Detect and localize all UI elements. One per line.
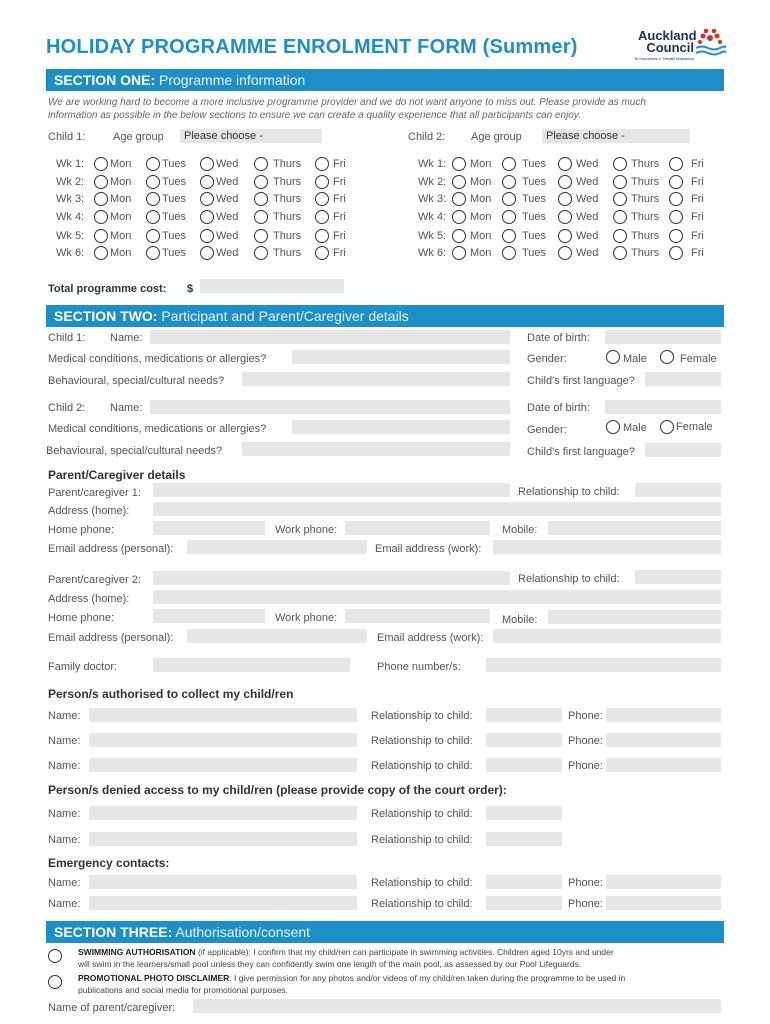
photo-disclaimer-title: PROMOTIONAL PHOTO DISCLAIMER: [78, 973, 230, 983]
swimming-authorisation-text: [78, 946, 728, 970]
parent2-address-label: Address (home):: [48, 593, 130, 605]
child2-week-2-fri-radio[interactable]: [669, 175, 683, 189]
child1-week-1-mon-label: Mon: [110, 158, 132, 170]
denied-person-2-relationship-label: Relationship to child:: [371, 834, 473, 846]
child2-week-3-fri-label: Fri: [691, 193, 704, 205]
child2-week-2-thurs-label: Thurs: [631, 176, 660, 188]
s2-child1-label: Child 1:: [48, 332, 86, 344]
child1-week-3-fri-label: Fri: [333, 193, 346, 205]
s2-child2-name-label: Name:: [110, 402, 143, 414]
doctor-phone-field[interactable]: [486, 658, 721, 672]
intro-line-2: information as possible in the below sections to ensure we can create a quality experience that all participants can enjoy.: [48, 110, 581, 121]
child2-week-4-thurs-radio[interactable]: [613, 210, 627, 224]
child1-week-4-tues-label: Tues: [162, 211, 187, 223]
denied-person-2-name-field[interactable]: [89, 832, 357, 846]
child2-week-2-label: Wk 2:: [418, 176, 447, 188]
family-doctor-field[interactable]: [153, 658, 350, 672]
child1-week-4-wed-radio[interactable]: [200, 210, 214, 224]
photo-disclaimer-radio[interactable]: [48, 975, 62, 989]
child2-week-5-fri-label: Fri: [691, 230, 704, 242]
authorised-person-2-relationship-label: Relationship to child:: [371, 735, 473, 747]
child2-week-6-mon-radio[interactable]: [452, 246, 466, 260]
section-three-number: SECTION THREE:: [54, 924, 173, 940]
parent1-email-personal-label: Email address (personal):: [48, 543, 174, 555]
child1-label: Child 1:: [48, 131, 86, 143]
child2-week-1-label: Wk 1:: [418, 158, 447, 170]
child1-week-1-wed-radio[interactable]: [200, 157, 214, 171]
logo-line-2: Council: [646, 40, 694, 55]
child1-week-4-tues-radio[interactable]: [146, 210, 160, 224]
parent2-home-phone-label: Home phone:: [48, 612, 115, 624]
child2-behavioural-label: Behavioural, special/cultural needs?: [46, 445, 223, 457]
child1-female-radio[interactable]: [660, 350, 674, 364]
child2-week-3-thurs-label: Thurs: [631, 193, 660, 205]
authorised-person-1-relationship-label: Relationship to child:: [371, 710, 473, 722]
child2-age-group-label: Age group: [471, 131, 522, 143]
child1-week-6-mon-radio[interactable]: [94, 246, 108, 260]
child2-week-4-mon-label: Mon: [470, 211, 492, 223]
child2-week-1-wed-radio[interactable]: [558, 157, 572, 171]
child2-language-field[interactable]: [645, 443, 721, 457]
child2-week-5-fri-radio[interactable]: [669, 229, 683, 243]
child1-week-1-tues-radio[interactable]: [146, 157, 160, 171]
total-cost-label: Total programme cost:: [48, 283, 167, 295]
child1-week-5-mon-radio[interactable]: [94, 229, 108, 243]
child2-week-5-label: Wk 5:: [418, 230, 447, 242]
child2-female-radio[interactable]: [660, 420, 674, 434]
parent1-mobile-label: Mobile:: [502, 524, 538, 536]
child2-week-3-wed-radio[interactable]: [558, 192, 572, 206]
child2-week-3-fri-radio[interactable]: [669, 192, 683, 206]
child2-week-4-fri-radio[interactable]: [669, 210, 683, 224]
child1-week-6-wed-radio[interactable]: [200, 246, 214, 260]
child1-week-6-label: Wk 6:: [56, 247, 85, 259]
parent2-work-phone-label: Work phone:: [275, 612, 338, 624]
parent2-name-field[interactable]: [153, 571, 510, 585]
parent1-email-work-label: Email address (work):: [375, 543, 482, 555]
authorised-person-2-phone-field[interactable]: [606, 733, 721, 747]
child1-week-1-mon-radio[interactable]: [94, 157, 108, 171]
family-doctor-label: Family doctor:: [48, 661, 118, 673]
child2-week-5-tues-label: Tues: [522, 230, 547, 242]
child1-week-6-thurs-label: Thurs: [273, 247, 302, 259]
child2-week-3-wed-label: Wed: [576, 193, 599, 205]
child2-female-label: Female: [676, 421, 713, 433]
child1-week-3-wed-label: Wed: [216, 193, 239, 205]
parent1-label: Parent/caregiver 1:: [48, 487, 141, 499]
child2-week-5-thurs-label: Thurs: [631, 230, 660, 242]
child2-week-1-mon-radio[interactable]: [452, 157, 466, 171]
child1-week-1-label: Wk 1:: [56, 158, 85, 170]
swimming-authorisation-line-1: (if applicable): I confirm that my child/ren can participate in swimming activities. Children aged 10yrs and under: [195, 947, 614, 957]
child1-week-3-thurs-label: Thurs: [273, 193, 302, 205]
child1-age-group-select[interactable]: Please choose -: [180, 129, 322, 143]
child1-week-5-fri-label: Fri: [333, 230, 346, 242]
child1-medical-field[interactable]: [292, 350, 510, 364]
child1-week-1-fri-label: Fri: [333, 158, 346, 170]
emergency-contact-1-phone-field[interactable]: [606, 875, 721, 889]
parent2-email-personal-label: Email address (personal):: [48, 632, 174, 644]
emergency-contact-2-relationship-label: Relationship to child:: [371, 898, 473, 910]
parent1-home-phone-label: Home phone:: [48, 524, 115, 536]
parent1-relationship-label: Relationship to child:: [518, 486, 620, 498]
child2-week-1-tues-label: Tues: [522, 158, 547, 170]
parent1-work-phone-field[interactable]: [345, 521, 490, 535]
auckland-council-logo: [634, 26, 726, 66]
child1-week-2-fri-label: Fri: [333, 176, 346, 188]
child1-week-3-wed-radio[interactable]: [200, 192, 214, 206]
child1-language-label: Child's first language?: [527, 375, 635, 387]
section-two-number: SECTION TWO:: [54, 308, 158, 324]
child1-week-1-thurs-radio[interactable]: [254, 157, 268, 171]
authorised-person-1-phone-field[interactable]: [606, 708, 721, 722]
child2-week-2-wed-radio[interactable]: [558, 175, 572, 189]
parent1-home-phone-field[interactable]: [153, 521, 265, 535]
parent2-home-phone-field[interactable]: [153, 609, 265, 623]
child2-name-field[interactable]: [150, 400, 510, 414]
section-one-title: Programme information: [159, 72, 306, 88]
child2-week-2-tues-radio[interactable]: [502, 175, 516, 189]
child2-male-label: Male: [623, 422, 647, 434]
authorised-person-2-name-field[interactable]: [89, 733, 357, 747]
child2-week-4-thurs-label: Thurs: [631, 211, 660, 223]
denied-person-2-relationship-field[interactable]: [486, 832, 562, 846]
parent1-email-personal-field[interactable]: [187, 540, 367, 554]
child2-gender-label: Gender:: [527, 424, 567, 436]
child1-dob-field[interactable]: [605, 330, 721, 344]
parent1-work-phone-label: Work phone:: [275, 524, 338, 536]
child1-week-2-label: Wk 2:: [56, 176, 85, 188]
child1-behavioural-label: Behavioural, special/cultural needs?: [48, 375, 225, 387]
child1-week-4-wed-label: Wed: [216, 211, 239, 223]
section-one-header: [46, 69, 724, 91]
parent2-mobile-label: Mobile:: [502, 614, 538, 626]
child2-week-6-wed-radio[interactable]: [558, 246, 572, 260]
emergency-contact-1-name-field[interactable]: [89, 875, 357, 889]
child2-week-5-mon-radio[interactable]: [452, 229, 466, 243]
child2-week-5-mon-label: Mon: [470, 230, 492, 242]
child1-week-5-tues-label: Tues: [162, 230, 187, 242]
child1-week-4-label: Wk 4:: [56, 211, 85, 223]
authorised-person-3-phone-label: Phone:: [568, 760, 603, 772]
swimming-authorisation-title: SWIMMING AUTHORISATION: [78, 947, 196, 957]
authorised-person-2-phone-label: Phone:: [568, 735, 603, 747]
child2-behavioural-field[interactable]: [242, 442, 510, 456]
authorised-heading: Person/s authorised to collect my child/ren: [48, 687, 294, 701]
photo-disclaimer-line-2: publications and social media for promotional purposes.: [78, 985, 288, 995]
s2-child2-label: Child 2:: [48, 402, 86, 414]
denied-person-2-name-label: Name:: [48, 834, 81, 846]
intro-line-1: We are working hard to become a more inclusive programme provider and we do not want anyone to miss out. Please provide as much: [48, 97, 646, 108]
denied-person-1-name-label: Name:: [48, 808, 81, 820]
section-two-title: Participant and Parent/Caregiver details: [161, 308, 409, 324]
child2-week-1-mon-label: Mon: [470, 158, 492, 170]
child2-week-2-mon-label: Mon: [470, 176, 492, 188]
child1-week-6-fri-radio[interactable]: [315, 246, 329, 260]
child2-male-radio[interactable]: [606, 420, 620, 434]
child1-week-5-tues-radio[interactable]: [146, 229, 160, 243]
parent2-address-field[interactable]: [153, 590, 721, 604]
child2-week-4-tues-radio[interactable]: [502, 210, 516, 224]
child1-week-6-thurs-radio[interactable]: [254, 246, 268, 260]
total-cost-field[interactable]: [200, 279, 344, 293]
child1-week-4-thurs-radio[interactable]: [254, 210, 268, 224]
emergency-contact-1-phone-label: Phone:: [568, 877, 603, 889]
parent2-email-work-field[interactable]: [493, 629, 721, 643]
child2-week-1-fri-radio[interactable]: [669, 157, 683, 171]
child1-week-2-tues-radio[interactable]: [146, 175, 160, 189]
parent-details-heading: Parent/Caregiver details: [48, 468, 186, 482]
child2-week-6-fri-radio[interactable]: [669, 246, 683, 260]
denied-heading: Person/s denied access to my child/ren (please provide copy of the court order):: [48, 783, 507, 797]
child1-week-4-fri-radio[interactable]: [315, 210, 329, 224]
child1-week-3-mon-label: Mon: [110, 193, 132, 205]
child1-female-label: Female: [680, 353, 717, 365]
authorised-person-2-name-label: Name:: [48, 735, 81, 747]
child1-week-3-label: Wk 3:: [56, 193, 85, 205]
child1-week-1-thurs-label: Thurs: [273, 158, 302, 170]
child2-week-3-tues-radio[interactable]: [502, 192, 516, 206]
authorised-person-1-name-field[interactable]: [89, 708, 357, 722]
parent1-email-work-field[interactable]: [493, 540, 721, 554]
authorised-person-3-relationship-label: Relationship to child:: [371, 760, 473, 772]
s2-child1-name-label: Name:: [110, 332, 143, 344]
child1-week-4-fri-label: Fri: [333, 211, 346, 223]
logo-subtitle: Te Kaunihera o Tāmaki Makaurau: [634, 56, 694, 61]
parent-signature-name-label: Name of parent/caregiver:: [48, 1002, 176, 1014]
photo-disclaimer-line-1: : I give permission for any photos and/or videos of my child/ren taken during the programme to be used in: [229, 973, 626, 983]
photo-disclaimer-text: [78, 972, 728, 996]
child2-week-4-fri-label: Fri: [691, 211, 704, 223]
child2-language-label: Child's first language?: [527, 446, 635, 458]
child1-language-field[interactable]: [645, 372, 721, 386]
child2-week-3-thurs-radio[interactable]: [613, 192, 627, 206]
child1-week-6-wed-label: Wed: [216, 247, 239, 259]
authorised-person-1-name-label: Name:: [48, 710, 81, 722]
child2-week-6-mon-label: Mon: [470, 247, 492, 259]
logo-line-1: Auckland: [638, 28, 697, 43]
child2-week-4-mon-radio[interactable]: [452, 210, 466, 224]
form-title: HOLIDAY PROGRAMME ENROLMENT FORM (Summer): [46, 36, 578, 58]
child1-week-2-fri-radio[interactable]: [315, 175, 329, 189]
doctor-phone-label: Phone number/s:: [377, 661, 461, 673]
child2-week-6-tues-label: Tues: [522, 247, 547, 259]
child1-week-1-tues-label: Tues: [162, 158, 187, 170]
child1-week-6-tues-label: Tues: [162, 247, 187, 259]
child1-gender-label: Gender:: [527, 353, 567, 365]
child1-week-6-tues-radio[interactable]: [146, 246, 160, 260]
child1-week-2-tues-label: Tues: [162, 176, 187, 188]
swimming-authorisation-radio[interactable]: [48, 949, 62, 963]
child2-week-6-fri-label: Fri: [691, 247, 704, 259]
child2-week-5-thurs-radio[interactable]: [613, 229, 627, 243]
child1-week-3-tues-radio[interactable]: [146, 192, 160, 206]
child1-week-3-mon-radio[interactable]: [94, 192, 108, 206]
child1-week-2-mon-radio[interactable]: [94, 175, 108, 189]
child2-week-1-thurs-radio[interactable]: [613, 157, 627, 171]
child1-week-5-mon-label: Mon: [110, 230, 132, 242]
emergency-contact-2-relationship-field[interactable]: [486, 896, 562, 910]
child2-week-3-tues-label: Tues: [522, 193, 547, 205]
child2-medical-field[interactable]: [292, 420, 510, 434]
parent1-name-field[interactable]: [153, 483, 510, 497]
parent2-mobile-field[interactable]: [548, 610, 721, 624]
child2-week-1-tues-radio[interactable]: [502, 157, 516, 171]
child2-week-2-thurs-radio[interactable]: [613, 175, 627, 189]
parent1-address-field[interactable]: [153, 502, 721, 516]
emergency-contact-2-name-label: Name:: [48, 898, 81, 910]
parent2-email-work-label: Email address (work):: [377, 632, 484, 644]
parent2-relationship-label: Relationship to child:: [518, 573, 620, 585]
child1-name-field[interactable]: [150, 330, 510, 344]
emergency-contact-1-relationship-field[interactable]: [486, 875, 562, 889]
child1-week-1-wed-label: Wed: [216, 158, 239, 170]
child1-male-label: Male: [623, 353, 647, 365]
child2-week-1-thurs-label: Thurs: [631, 158, 660, 170]
child2-week-6-label: Wk 6:: [418, 247, 447, 259]
child2-week-4-tues-label: Tues: [522, 211, 547, 223]
child1-week-5-thurs-radio[interactable]: [254, 229, 268, 243]
child1-week-2-thurs-label: Thurs: [273, 176, 302, 188]
authorised-person-3-name-label: Name:: [48, 760, 81, 772]
section-three-header: [46, 921, 724, 943]
denied-person-1-relationship-field[interactable]: [486, 806, 562, 820]
child1-week-3-thurs-radio[interactable]: [254, 192, 268, 206]
pohutukawa-icon: [694, 26, 726, 60]
child1-week-3-fri-radio[interactable]: [315, 192, 329, 206]
emergency-contact-1-relationship-label: Relationship to child:: [371, 877, 473, 889]
child1-week-6-fri-label: Fri: [333, 247, 346, 259]
child1-medical-label: Medical conditions, medications or allergies?: [48, 353, 267, 365]
section-one-number: SECTION ONE:: [54, 72, 156, 88]
authorised-person-1-relationship-field[interactable]: [486, 708, 562, 722]
emergency-heading: Emergency contacts:: [48, 856, 170, 870]
child2-age-group-select[interactable]: Please choose -: [542, 129, 690, 143]
child1-week-5-thurs-label: Thurs: [273, 230, 302, 242]
child2-week-6-wed-label: Wed: [576, 247, 599, 259]
parent1-address-label: Address (home):: [48, 505, 130, 517]
total-cost-currency: $: [187, 283, 194, 295]
child2-week-6-thurs-label: Thurs: [631, 247, 660, 259]
emergency-contact-2-phone-label: Phone:: [568, 898, 603, 910]
authorised-person-1-phone-label: Phone:: [568, 710, 603, 722]
authorised-person-3-name-field[interactable]: [89, 758, 357, 772]
emergency-contact-2-name-field[interactable]: [89, 896, 357, 910]
authorised-person-2-relationship-field[interactable]: [486, 733, 562, 747]
child1-age-group-label: Age group: [113, 131, 164, 143]
child2-dob-label: Date of birth:: [527, 402, 590, 414]
child1-week-2-mon-label: Mon: [110, 176, 132, 188]
authorised-person-3-relationship-field[interactable]: [486, 758, 562, 772]
child2-week-3-mon-label: Mon: [470, 193, 492, 205]
child2-week-2-tues-label: Tues: [522, 176, 547, 188]
child1-week-6-mon-label: Mon: [110, 247, 132, 259]
authorised-person-3-phone-field[interactable]: [606, 758, 721, 772]
child2-week-5-wed-label: Wed: [576, 230, 599, 242]
parent2-relationship-field[interactable]: [635, 570, 721, 584]
child2-week-4-wed-label: Wed: [576, 211, 599, 223]
child2-week-1-fri-label: Fri: [691, 158, 704, 170]
section-two-header: [46, 305, 724, 327]
parent2-email-personal-field[interactable]: [187, 629, 367, 643]
child1-male-radio[interactable]: [606, 350, 620, 364]
child2-week-6-thurs-radio[interactable]: [613, 246, 627, 260]
section-three-title: Authorisation/consent: [175, 924, 310, 940]
denied-person-1-relationship-label: Relationship to child:: [371, 808, 473, 820]
child2-week-1-wed-label: Wed: [576, 158, 599, 170]
child2-medical-label: Medical conditions, medications or allergies?: [48, 423, 267, 435]
child2-label: Child 2:: [408, 131, 446, 143]
denied-person-1-name-field[interactable]: [89, 806, 357, 820]
parent-signature-name-field[interactable]: [193, 999, 721, 1013]
child2-dob-field[interactable]: [605, 400, 721, 414]
child2-week-5-tues-radio[interactable]: [502, 229, 516, 243]
child1-week-4-thurs-label: Thurs: [273, 211, 302, 223]
child1-week-2-wed-radio[interactable]: [200, 175, 214, 189]
child1-week-4-mon-radio[interactable]: [94, 210, 108, 224]
parent2-label: Parent/caregiver 2:: [48, 574, 141, 586]
child1-dob-label: Date of birth:: [527, 332, 590, 344]
child1-week-5-label: Wk 5:: [56, 230, 85, 242]
child2-week-2-fri-label: Fri: [691, 176, 704, 188]
child2-week-6-tues-radio[interactable]: [502, 246, 516, 260]
child1-week-4-mon-label: Mon: [110, 211, 132, 223]
child1-week-2-thurs-radio[interactable]: [254, 175, 268, 189]
child1-week-1-fri-radio[interactable]: [315, 157, 329, 171]
child2-week-2-wed-label: Wed: [576, 176, 599, 188]
child2-week-4-label: Wk 4:: [418, 211, 447, 223]
child1-week-5-wed-label: Wed: [216, 230, 239, 242]
child1-behavioural-field[interactable]: [242, 372, 510, 386]
child1-week-5-fri-radio[interactable]: [315, 229, 329, 243]
child2-week-3-mon-radio[interactable]: [452, 192, 466, 206]
parent1-relationship-field[interactable]: [635, 483, 721, 497]
child2-week-5-wed-radio[interactable]: [558, 229, 572, 243]
child1-week-5-wed-radio[interactable]: [200, 229, 214, 243]
child1-week-3-tues-label: Tues: [162, 193, 187, 205]
emergency-contact-2-phone-field[interactable]: [606, 896, 721, 910]
child2-week-4-wed-radio[interactable]: [558, 210, 572, 224]
child2-week-2-mon-radio[interactable]: [452, 175, 466, 189]
parent1-mobile-field[interactable]: [548, 521, 721, 535]
swimming-authorisation-line-2: will swim in the learners/small pool unless they can confidently swim one length of the main pool, as assessed by our Pool Lifeguards.: [78, 959, 582, 969]
emergency-contact-1-name-label: Name:: [48, 877, 81, 889]
child1-week-2-wed-label: Wed: [216, 176, 239, 188]
child2-week-3-label: Wk 3:: [418, 193, 447, 205]
parent2-work-phone-field[interactable]: [345, 609, 490, 623]
